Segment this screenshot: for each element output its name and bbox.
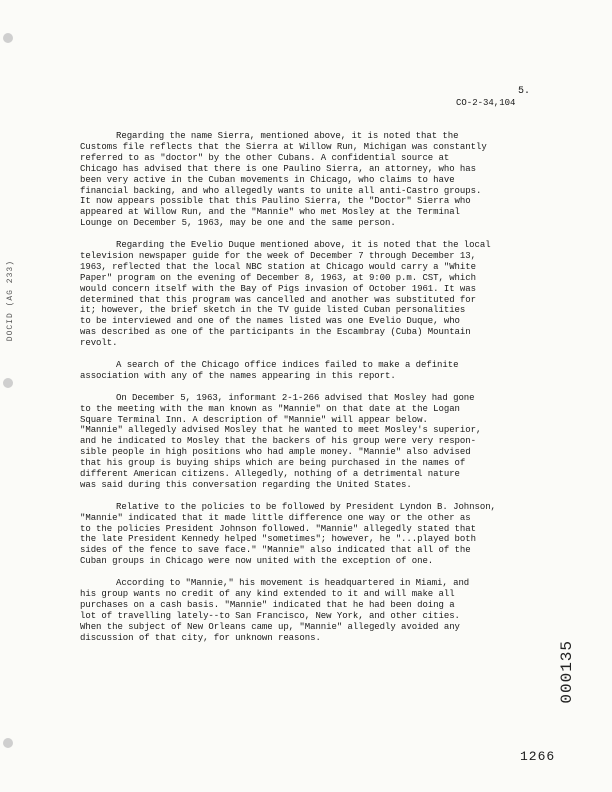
paragraph-policies: Relative to the policies to be followed by President Lyndon B. Johnson, "Mannie" indicated that it made little difference one way or the other as to the policies President Johnson followed. "Mannie" allegedly stated that the late President Kennedy helped "sometimes"; however, he "...played both sides of the fence to save face." "Mannie" also indicated that all of the Cuban groups in Chicago were now united with the exception of one. <box>80 501 496 567</box>
punch-hole <box>3 378 13 388</box>
margin-note: DOCID (AG 233) <box>6 260 15 342</box>
punch-hole <box>3 738 13 748</box>
paragraph-indices: A search of the Chicago office indices failed to make a definite association with any of the names appearing in this report. <box>80 360 459 381</box>
paragraph-duque: Regarding the Evelio Duque mentioned above, it is noted that the local television newspaper guide for the week of December 7 through December 13, 1963, reflected that the local NBC station at Chicago would carry a "White Paper" program on the evening of December 8, 1963, at 9:00 p.m. CST, which would concern itself with the Bay of Pigs invasion of October 1961. It was determined that this program was cancelled and another was substituted for it; however, the brief sketch in the TV guide listed Cuban personalities to be interviewed and one of the names listed was one Evelio Duque, who was described as one of the participants in the Escambray (Cuba) Mountain revolt. <box>80 240 491 349</box>
paragraph-movement: According to "Mannie," his movement is headquartered in Miami, and his group wants no credit of any kind extended to it and will make all purchases on a cash basis. "Mannie" indicated that he had been doing a lot of travelling lately--to San Francisco, New York, and other cities. When the subject of New Orleans came up, "Mannie" allegedly avoided any discussion of that city, for unknown reasons. <box>80 578 470 643</box>
body-text <box>80 131 530 654</box>
file-number: CO-2-34,104 <box>456 98 516 108</box>
paragraph-sierra: Regarding the name Sierra, mentioned above, it is noted that the Customs file reflects that the Sierra at Willow Run, Michigan was constantly referred to as "doctor" by the other Cubans. A confidential source at Chicago has advised that there is one Paulino Sierra, an attorney, who has been very active in the Cuban movements in Chicago, who claims to have financial backing, and who allegedly wants to unite all anti-Castro groups. It now appears possible that this Paulino Sierra, the "Doctor" Sierra who appeared at Willow Run, and the "Mannie" who met Mosley at the Terminal Lounge on December 5, 1963, may be one and the same person. <box>80 131 487 229</box>
bottom-page-number: 1266 <box>520 749 556 764</box>
page-number: 5. <box>518 86 531 97</box>
punch-hole <box>3 33 13 43</box>
document-stamp-number: 000135 <box>558 640 576 704</box>
paragraph-meeting: On December 5, 1963, informant 2-1-266 advised that Mosley had gone to the meeting with the man known as "Mannie" on that date at the Logan Square Terminal Inn. A description of "Mannie" will appear below. "Mannie" allegedly advised Mosley that he wanted to meet Mosley's superior, and he indicated to Mosley that the backers of his group were very respon- sible people in high positions who had ample money. "Mannie" also advised that his group is buying ships which are being purchased in the names of different American citizens. Allegedly, nothing of a detrimental nature was said during this conversation regarding the United States. <box>80 392 482 490</box>
